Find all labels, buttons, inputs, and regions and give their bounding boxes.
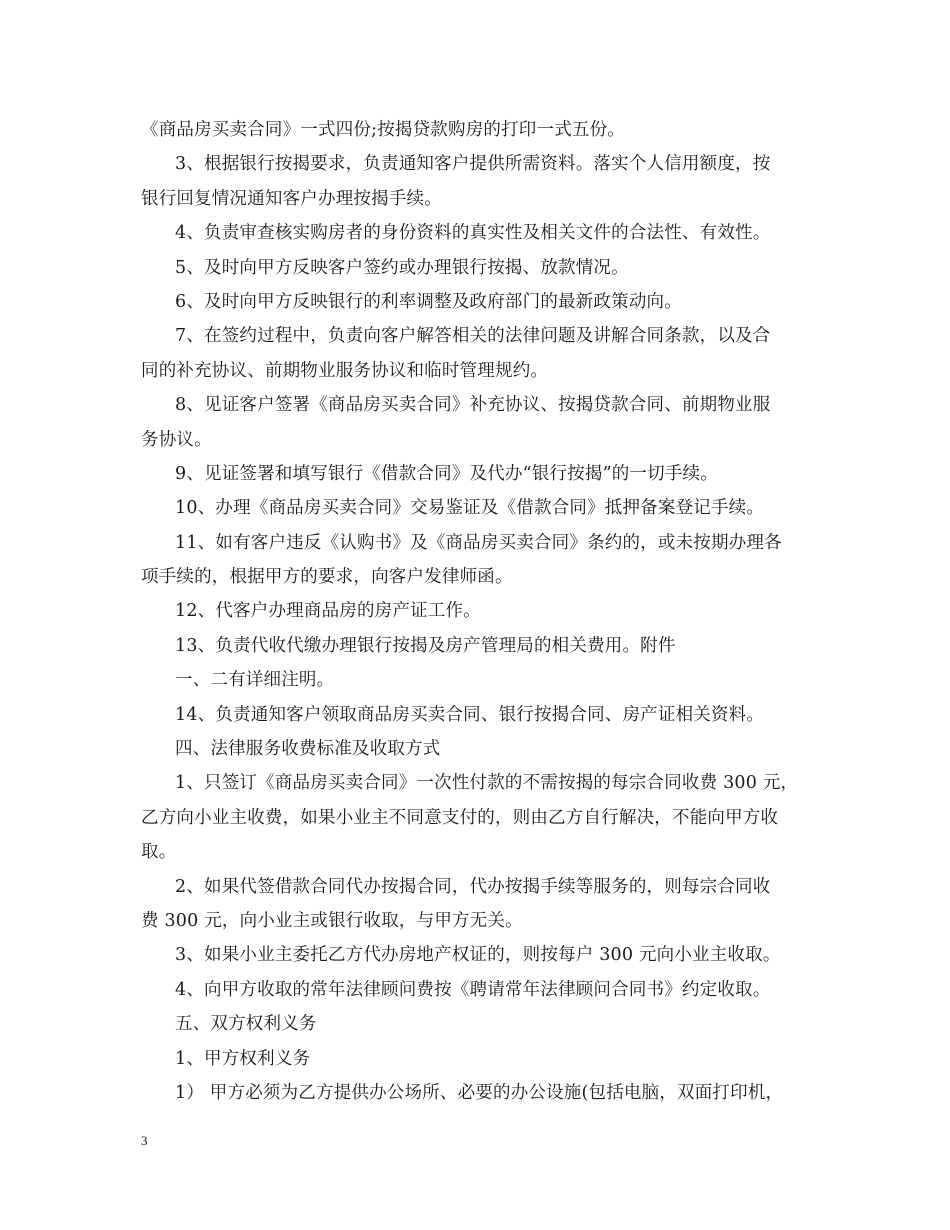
text-line: 5、及时向甲方反映客户签约或办理银行按揭、放款情况。 — [175, 257, 629, 278]
text-line: 6、及时向甲方反映银行的利率调整及政府部门的最新政策动向。 — [175, 291, 682, 312]
text-line: 同的补充协议、前期物业服务协议和临时管理规约。 — [141, 360, 549, 381]
text-line: 12、代客户办理商品房的房产证工作。 — [175, 601, 481, 622]
body-text — [141, 113, 821, 1110]
text-line: 费 300 元，向小业主或银行收取，与甲方无关。 — [141, 910, 523, 931]
text-line: 银行回复情况通知客户办理按揭手续。 — [141, 188, 442, 209]
text-line: 14、负责通知客户领取商品房买卖合同、银行按揭合同、房产证相关资料。 — [175, 704, 765, 725]
text-line: 11、如有客户违反《认购书》及《商品房买卖合同》条约的，或未按期办理各 — [175, 532, 782, 553]
text-line: 《商品房买卖合同》一式四份;按揭贷款购房的打印一式五份。 — [141, 120, 625, 140]
text-line: 13、负责代收代缴办理银行按揭及房产管理局的相关费用。附件 — [175, 635, 676, 656]
text-line: 8、见证客户签署《商品房买卖合同》补充协议、按揭贷款合同、前期物业服 — [175, 395, 771, 416]
text-line: 1、只签订《商品房买卖合同》一次性付款的不需按揭的每宗合同收费 300 元， — [175, 773, 799, 794]
subsection-heading: 1、甲方权利义务 — [175, 1048, 311, 1069]
text-line: 取。 — [141, 842, 177, 863]
section-heading: 四、法律服务收费标准及收取方式 — [175, 739, 441, 760]
page-number: 3 — [141, 1133, 148, 1148]
text-line: 2、如果代签借款合同代办按揭合同，代办按揭手续等服务的，则每宗合同收 — [175, 876, 771, 897]
text-line: 4、向甲方收取的常年法律顾问费按《聘请常年法律顾问合同书》约定收取。 — [175, 979, 771, 1000]
section-heading: 五、双方权利义务 — [175, 1014, 317, 1035]
text-line: 务协议。 — [141, 429, 212, 450]
text-line: 4、负责审查核实购房者的身份资料的真实性及相关文件的合法性、有效性。 — [175, 223, 771, 244]
text-line: 乙方向小业主收费，如果小业主不同意支付的，则由乙方自行解决，不能向甲方收 — [141, 807, 779, 828]
text-line: 项手续的，根据甲方的要求，向客户发律师函。 — [141, 567, 513, 588]
text-line: 3、根据银行按揭要求，负责通知客户提供所需资料。落实个人信用额度，按 — [175, 154, 771, 175]
text-line: 一、二有详细注明。 — [175, 670, 335, 691]
text-line: 10、办理《商品房买卖合同》交易鉴证及《借款合同》抵押备案登记手续。 — [175, 498, 765, 519]
text-line: 3、如果小业主委托乙方代办房地产权证的，则按每户 300 元向小业主收取。 — [175, 945, 781, 966]
text-line: 7、在签约过程中，负责向客户解答相关的法律问题及讲解合同条款，以及合 — [175, 326, 771, 347]
text-line: 1） 甲方必须为乙方提供办公场所、必要的办公设施(包括电脑，双面打印机， — [175, 1082, 784, 1103]
text-line: 9、见证签署和填写银行《借款合同》及代办“银行按揭”的一切手续。 — [175, 463, 718, 484]
